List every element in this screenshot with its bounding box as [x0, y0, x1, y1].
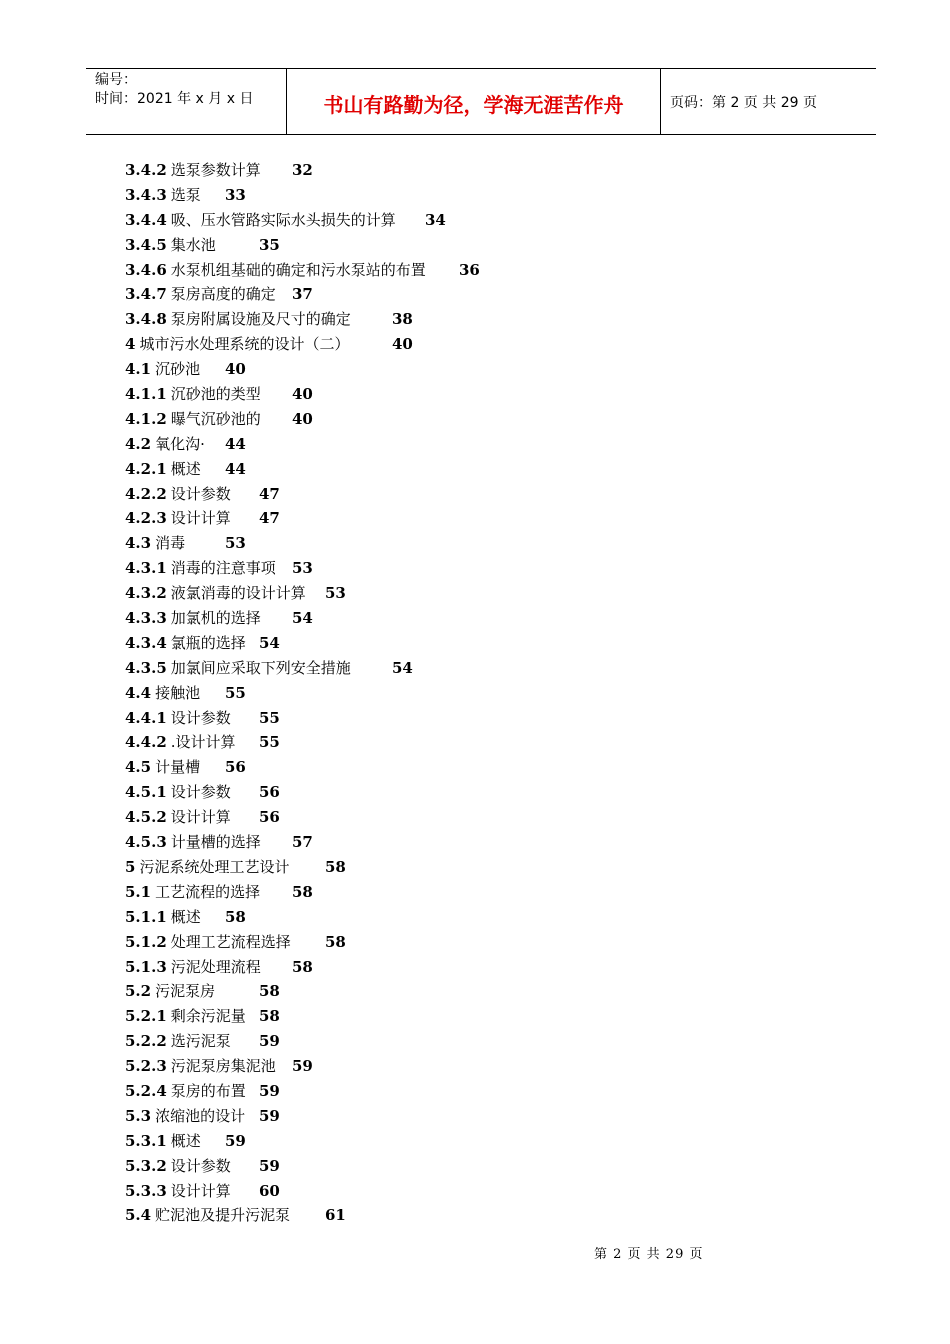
toc-entry[interactable] [125, 755, 625, 780]
toc-entry-number: 5.1.2 [125, 932, 167, 951]
toc-entry-number: 5.2.3 [125, 1057, 167, 1076]
toc-entry[interactable] [125, 905, 625, 930]
toc-entry-page: 59 [225, 1131, 246, 1150]
toc-entry-number: 4.3 [125, 534, 152, 553]
toc-entry-title: 污泥系统处理工艺设计 [139, 857, 290, 876]
toc-entry-title: 处理工艺流程选择 [170, 932, 291, 951]
toc-entry-number: 5.2.1 [125, 1007, 167, 1026]
toc-entry[interactable] [125, 282, 625, 307]
toc-entry-number: 4.3.4 [125, 633, 167, 652]
toc-entry[interactable] [125, 332, 625, 357]
toc-entry-number: 4.2.3 [125, 509, 167, 528]
toc-entry-number: 4.5 [125, 758, 152, 777]
toc-entry-title: 设计参数 [170, 1156, 231, 1175]
toc-entry-number: 4.1.2 [125, 409, 167, 428]
toc-entry-title: 沉砂池的类型 [170, 385, 261, 404]
toc-entry-title: 设计计算 [170, 1181, 231, 1200]
document-header [86, 68, 876, 135]
toc-entry[interactable] [125, 407, 625, 432]
toc-entry[interactable] [125, 1129, 625, 1154]
toc-entry-number: 3.4.6 [125, 260, 167, 279]
toc-entry-number: 4.2.1 [125, 459, 167, 478]
toc-entry-title: 污泥处理流程 [170, 957, 261, 976]
toc-entry-number: 5.1.3 [125, 957, 167, 976]
header-meta-cell [86, 69, 286, 134]
toc-entry[interactable] [125, 482, 625, 507]
toc-entry-page: 58 [259, 982, 280, 1001]
toc-entry-title: 加氯机的选择 [170, 609, 261, 628]
toc-entry[interactable] [125, 1154, 625, 1179]
toc-entry-page: 54 [259, 633, 280, 652]
toc-entry-number: 5.2 [125, 982, 152, 1001]
toc-entry[interactable] [125, 307, 625, 332]
toc-entry-title: 吸、压水管路实际水头损失的计算 [170, 210, 396, 229]
document-number-label: 编号： [95, 72, 137, 88]
toc-entry-title: 加氯间应采取下列安全措施 [170, 658, 351, 677]
toc-entry-number: 3.4.8 [125, 310, 167, 329]
toc-entry-number: 3.4.5 [125, 235, 167, 254]
toc-entry-number: 5.4 [125, 1206, 152, 1225]
toc-entry-page: 34 [425, 210, 446, 229]
toc-entry-page: 35 [259, 235, 280, 254]
toc-entry-title: 浓缩池的设计 [155, 1106, 246, 1125]
toc-entry[interactable] [125, 158, 625, 183]
toc-entry-number: 4.5.1 [125, 783, 167, 802]
toc-entry[interactable] [125, 855, 625, 880]
toc-entry[interactable] [125, 955, 625, 980]
toc-entry-page: 58 [292, 882, 313, 901]
toc-entry-title: 选污泥泵 [170, 1032, 231, 1051]
toc-entry-title: 氧化沟· [155, 434, 205, 453]
toc-entry-page: 55 [225, 683, 246, 702]
toc-entry-number: 4.3.2 [125, 584, 167, 603]
toc-entry-number: 5.3.3 [125, 1181, 167, 1200]
toc-entry-page: 37 [292, 285, 313, 304]
toc-entry[interactable] [125, 631, 625, 656]
toc-entry-page: 32 [292, 161, 313, 179]
toc-entry-number: 4.2 [125, 434, 152, 453]
toc-entry-title: 水泵机组基础的确定和污水泵站的布置 [170, 260, 426, 279]
toc-entry-page: 59 [292, 1057, 313, 1076]
header-page-cell [661, 69, 876, 134]
toc-entry[interactable] [125, 681, 625, 706]
toc-entry-title: 泵房的布置 [170, 1081, 246, 1100]
toc-entry-title: 贮泥池及提升污泥泵 [155, 1206, 291, 1225]
toc-entry[interactable] [125, 979, 625, 1004]
toc-entry[interactable] [125, 706, 625, 731]
toc-entry[interactable] [125, 357, 625, 382]
toc-entry[interactable] [125, 1029, 625, 1054]
toc-entry-page: 55 [259, 733, 280, 752]
toc-entry[interactable] [125, 258, 625, 283]
toc-entry-title: 计量槽的选择 [170, 833, 261, 852]
toc-entry-page: 58 [325, 932, 346, 951]
toc-entry-page: 56 [259, 808, 280, 827]
page-footer: 第 2 页 共 29 页 [594, 1247, 704, 1262]
toc-entry-number: 4.5.3 [125, 833, 167, 852]
toc-entry-title: 设计参数 [170, 783, 231, 802]
toc-entry[interactable] [125, 432, 625, 457]
toc-entry-title: 泵房高度的确定 [170, 285, 276, 304]
toc-entry-page: 60 [259, 1181, 280, 1200]
toc-entry-title: 选泵参数计算 [170, 161, 261, 179]
toc-entry[interactable] [125, 830, 625, 855]
toc-entry[interactable] [125, 780, 625, 805]
toc-entry-number: 4.4.2 [125, 733, 167, 752]
toc-entry-number: 3.4.3 [125, 185, 167, 204]
toc-entry-page: 38 [392, 310, 413, 329]
toc-entry-number: 4.3.1 [125, 559, 167, 578]
toc-entry-page: 56 [225, 758, 246, 777]
toc-entry[interactable] [125, 581, 625, 606]
toc-entry-number: 3.4.7 [125, 285, 167, 304]
toc-entry-title: 工艺流程的选择 [155, 882, 261, 901]
toc-entry[interactable] [125, 457, 625, 482]
toc-entry-page: 55 [259, 708, 280, 727]
toc-entry-number: 5.1 [125, 882, 152, 901]
toc-entry-title: 沉砂池 [155, 360, 201, 379]
toc-entry-page: 40 [292, 385, 313, 404]
toc-entry-number: 5 [125, 857, 136, 876]
toc-entry-number: 5.3.2 [125, 1156, 167, 1175]
toc-entry-number: 4.3.5 [125, 658, 167, 677]
toc-entry-number: 4 [125, 335, 136, 354]
toc-entry-page: 59 [259, 1106, 280, 1125]
toc-entry-page: 58 [225, 907, 246, 926]
toc-entry[interactable] [125, 606, 625, 631]
toc-entry-title: 泵房附属设施及尺寸的确定 [170, 310, 351, 329]
toc-entry-number: 4.1 [125, 360, 152, 379]
toc-entry-page: 53 [325, 584, 346, 603]
toc-entry-page: 58 [325, 857, 346, 876]
toc-entry-page: 40 [392, 335, 413, 354]
toc-entry-page: 53 [225, 534, 246, 553]
toc-entry-number: 5.1.1 [125, 907, 167, 926]
toc-entry-page: 57 [292, 833, 313, 852]
toc-entry-title: 设计参数 [170, 484, 231, 503]
toc-entry-number: 5.3.1 [125, 1131, 167, 1150]
toc-entry-number: 5.2.2 [125, 1032, 167, 1051]
toc-entry-title: 接触池 [155, 683, 201, 702]
header-motto: 书山有路勤为径，学海无涯苦作舟 [323, 93, 624, 117]
document-date: 时间：2021 年 x 月 x 日 [95, 91, 254, 107]
toc-entry-number: 4.2.2 [125, 484, 167, 503]
header-motto-cell [286, 69, 661, 134]
toc-entry[interactable] [125, 531, 625, 556]
toc-entry[interactable] [125, 506, 625, 531]
toc-entry-page: 44 [225, 434, 246, 453]
toc-entry-page: 59 [259, 1081, 280, 1100]
toc-entry-page: 33 [225, 185, 246, 204]
toc-entry-title: 污泥泵房集泥池 [170, 1057, 276, 1076]
toc-entry-title: 集水池 [170, 235, 216, 254]
toc-entry[interactable] [125, 1179, 625, 1204]
header-page-info: 页码：第 2 页 共 29 页 [670, 95, 817, 111]
toc-entry[interactable] [125, 1203, 625, 1228]
toc-entry-title: 消毒的注意事项 [170, 559, 276, 578]
toc-entry[interactable] [125, 805, 625, 830]
toc-entry-title: 污泥泵房 [155, 982, 216, 1001]
toc-entry-page: 54 [392, 658, 413, 677]
toc-entry-title: 氯瓶的选择 [170, 633, 246, 652]
toc-entry-page: 47 [259, 484, 280, 503]
toc-entry[interactable] [125, 208, 625, 233]
toc-entry-number: 4.4 [125, 683, 152, 702]
toc-entry-page: 59 [259, 1156, 280, 1175]
toc-entry-page: 56 [259, 783, 280, 802]
toc-entry-title: 设计计算 [170, 808, 231, 827]
toc-entry-number: 4.5.2 [125, 808, 167, 827]
toc-entry-title: 计量槽 [155, 758, 201, 777]
toc-entry-title: 设计计算 [170, 509, 231, 528]
toc-entry-number: 4.1.1 [125, 385, 167, 404]
toc-entry-title: 消毒 [155, 534, 186, 553]
toc-entry[interactable] [125, 1079, 625, 1104]
toc-entry-title: 概述 [170, 1131, 201, 1150]
toc-entry[interactable] [125, 880, 625, 905]
toc-entry[interactable] [125, 1054, 625, 1079]
toc-entry-page: 47 [259, 509, 280, 528]
toc-entry-page: 36 [459, 260, 480, 279]
toc-entry-page: 59 [259, 1032, 280, 1051]
toc-entry-title: 液氯消毒的设计计算 [170, 584, 306, 603]
toc-entry-title: 曝气沉砂池的 [170, 409, 261, 428]
toc-entry[interactable] [125, 1104, 625, 1129]
toc-entry-number: 3.4.2 [125, 161, 167, 179]
toc-entry-title: 概述 [170, 459, 201, 478]
toc-entry-number: 3.4.4 [125, 210, 167, 229]
toc-entry-title: 剩余污泥量 [170, 1007, 246, 1026]
toc-entry-title: 设计参数 [170, 708, 231, 727]
toc-entry-title: 概述 [170, 907, 201, 926]
toc-entry-title: 选泵 [170, 185, 201, 204]
toc-entry[interactable] [125, 930, 625, 955]
table-of-contents [125, 158, 625, 1228]
toc-entry-number: 4.4.1 [125, 708, 167, 727]
toc-entry[interactable] [125, 556, 625, 581]
toc-entry[interactable] [125, 656, 625, 681]
toc-entry-page: 53 [292, 559, 313, 578]
toc-entry-page: 40 [292, 409, 313, 428]
toc-entry[interactable] [125, 1004, 625, 1029]
toc-entry[interactable] [125, 183, 625, 208]
toc-entry-number: 5.3 [125, 1106, 152, 1125]
toc-entry-page: 61 [325, 1206, 346, 1225]
toc-entry-page: 58 [259, 1007, 280, 1026]
toc-entry[interactable] [125, 730, 625, 755]
toc-entry-number: 5.2.4 [125, 1081, 167, 1100]
toc-entry[interactable] [125, 382, 625, 407]
toc-entry[interactable] [125, 233, 625, 258]
toc-entry-page: 54 [292, 609, 313, 628]
toc-entry-title: .设计计算 [170, 733, 236, 752]
toc-entry-page: 58 [292, 957, 313, 976]
toc-entry-page: 44 [225, 459, 246, 478]
toc-entry-page: 40 [225, 360, 246, 379]
toc-entry-number: 4.3.3 [125, 609, 167, 628]
toc-entry-title: 城市污水处理系统的设计（二） [139, 335, 350, 354]
